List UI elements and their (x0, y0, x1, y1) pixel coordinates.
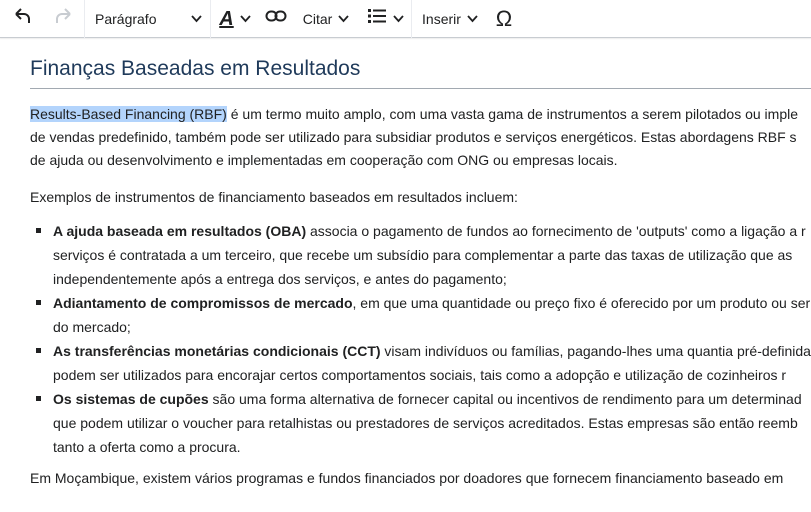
redo-icon (54, 6, 74, 31)
paragraph-format-dropdown[interactable] (85, 0, 210, 38)
list-item-text: tanto a oferta como a procura. (53, 439, 241, 455)
list-item-text: podem ser utilizados para encorajar certos comportamentos sociais, tais como a adopção e utilização de cozinheiros r (53, 367, 787, 383)
list-item-term: A ajuda baseada em resultados (OBA) (53, 223, 307, 239)
chevron-down-icon (467, 15, 478, 23)
list-item-text: independentemente após a entrega dos serviços, e antes do pagamento; (53, 271, 507, 287)
list-item-term: As transferências monetárias condicionais (CCT) (53, 343, 381, 359)
list-dropdown[interactable] (359, 0, 411, 38)
list-item-term: Os sistemas de cupões (53, 391, 209, 407)
text-style-dropdown[interactable] (211, 0, 259, 38)
undo-icon (12, 6, 32, 31)
intro-text: é um termo muito amplo, com uma vasta gama de instrumentos a serem pilotados ou imple (226, 106, 799, 122)
chevron-down-icon (240, 15, 251, 23)
list-item-text: , em que uma quantidade ou preço fixo é oferecido por um produto ou ser (352, 295, 811, 311)
page-title[interactable]: Finanças Baseadas em Resultados (30, 56, 811, 89)
article-content[interactable] (30, 40, 811, 490)
list-item-text: associa o pagamento de fundos ao fornecimento de 'outputs' como a ligação a r (306, 223, 806, 239)
text-style-icon: A (219, 7, 234, 30)
omega-icon: Ω (495, 5, 513, 31)
list-item-text: que podem utilizar o voucher para retalhistas ou prestadores de serviços acreditados. Estas empresas são então reemb (53, 415, 798, 431)
list-item-term: Adiantamento de compromissos de mercado (53, 295, 353, 311)
list-item[interactable] (53, 387, 811, 459)
chevron-down-icon (338, 15, 349, 23)
intro-text: de ajuda ou desenvolvimento e implementadas em cooperação com ONG ou empresas locais. (30, 152, 618, 168)
link-button[interactable] (259, 0, 293, 38)
cite-label: Citar (302, 10, 333, 27)
list-item-text: são uma forma alternativa de fornecer capital ou incentivos de rendimento para um determinad (208, 391, 802, 407)
list-item-text: do mercado; (53, 319, 131, 335)
chevron-down-icon (393, 15, 404, 23)
selected-text[interactable]: Results-Based Financing (RBF) (30, 106, 227, 122)
intro-text: de vendas predefinido, também pode ser utilizado para subsidiar produtos e serviços energéticos. Estas abordagens RBF s (30, 129, 797, 145)
paragraph-format-label: Parágrafo (95, 10, 157, 27)
cite-dropdown[interactable] (293, 0, 359, 38)
editor-toolbar (0, 0, 811, 38)
special-character-button[interactable] (488, 0, 520, 38)
list-item[interactable] (53, 291, 811, 339)
list-item[interactable] (53, 219, 811, 291)
list-item-text: serviços é contratada a um terceiro, que recebe um subsídio para complementar a parte das taxas de utilização que as (53, 247, 793, 263)
instruments-list (30, 219, 811, 459)
insert-label: Inserir (422, 10, 461, 27)
chevron-down-icon (191, 15, 202, 23)
closing-paragraph[interactable] (30, 467, 811, 490)
list-item-text: visam indivíduos ou famílias, pagando-lhes uma quantia pré-definida (380, 343, 811, 359)
examples-intro[interactable]: Exemplos de instrumentos de financiamento baseados em resultados incluem: (30, 189, 518, 205)
undo-button[interactable] (0, 0, 44, 38)
insert-dropdown[interactable] (412, 0, 488, 38)
redo-button[interactable] (44, 0, 84, 38)
list-icon (367, 8, 387, 29)
link-icon (265, 9, 287, 28)
list-item[interactable] (53, 339, 811, 387)
intro-paragraph[interactable] (30, 103, 811, 172)
closing-text: Em Moçambique, existem vários programas e fundos financiados por doadores que fornecem financiamento baseado em (30, 470, 784, 486)
